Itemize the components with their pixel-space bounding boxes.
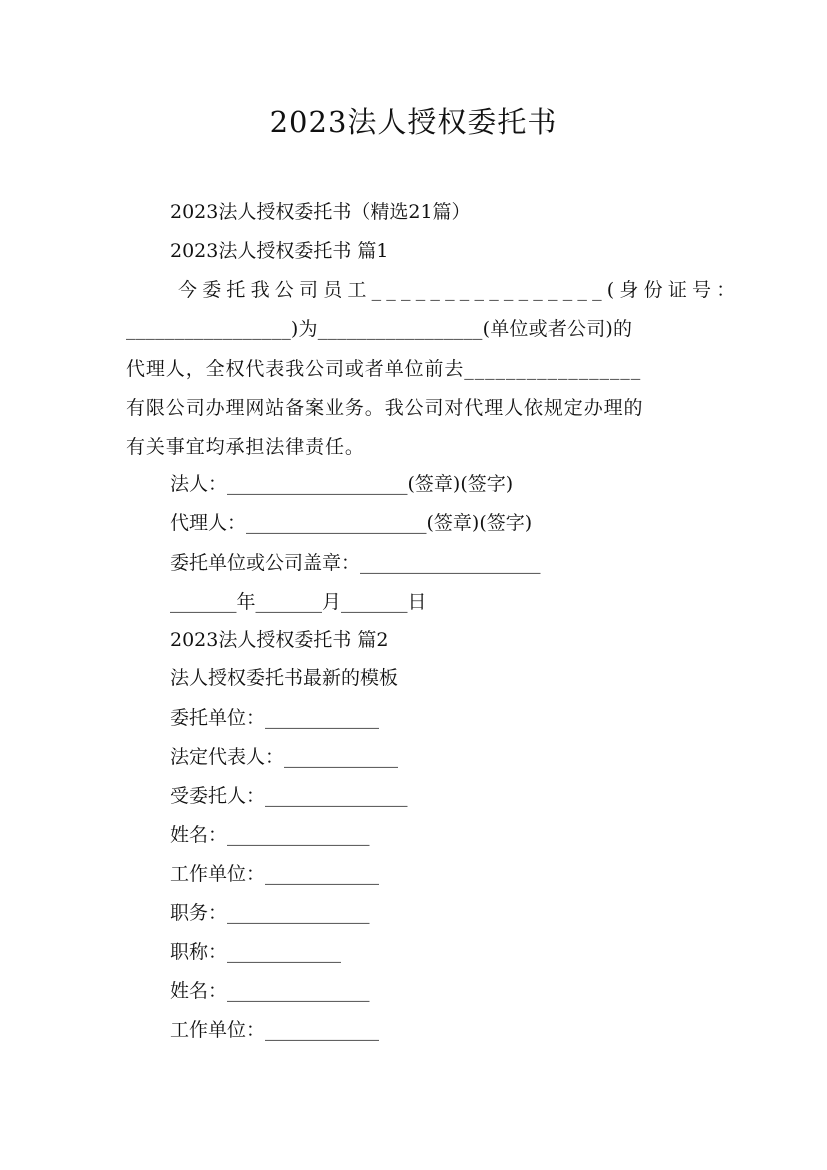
field-work-unit-2: 工作单位：____________ [170, 1019, 380, 1041]
legal-person-line: 法人：___________________(签章)(签字) [170, 473, 514, 495]
paragraph-1-line-2: _________________)为_________________(单位或者公司)的 [126, 318, 633, 340]
agent-line: 代理人：___________________(签章)(签字) [170, 512, 533, 534]
section-1-heading: 2023法人授权委托书 篇1 [170, 240, 389, 262]
paragraph-1-line-3: 代理人，全权代表我公司或者单位前去_________________ [126, 358, 642, 380]
document-subtitle: 2023法人授权委托书（精选21篇） [170, 201, 471, 223]
paragraph-1-line-5: 有关事宜均承担法律责任。 [126, 436, 365, 458]
template-title: 法人授权委托书最新的模板 [170, 667, 399, 689]
paragraph-1-line-4: 有限公司办理网站备案业务。我公司对代理人依规定办理的 [126, 397, 644, 419]
field-legal-representative: 法定代表人：____________ [170, 746, 399, 768]
field-name-2: 姓名：_______________ [170, 980, 370, 1002]
field-name: 姓名：_______________ [170, 824, 370, 846]
document-title: 2023法人授权委托书 [269, 105, 558, 139]
field-position: 职务：_______________ [170, 902, 370, 924]
seal-line: 委托单位或公司盖章：___________________ [170, 552, 541, 574]
paragraph-1-line-1: 今委托我公司员工________________(身份证号： [178, 279, 741, 301]
field-trustee: 受委托人：_______________ [170, 785, 408, 807]
date-line: _______年_______月_______日 [170, 591, 427, 613]
section-2-heading: 2023法人授权委托书 篇2 [170, 629, 389, 651]
field-work-unit: 工作单位：____________ [170, 863, 380, 885]
field-title: 职称：____________ [170, 941, 342, 963]
field-entrusting-unit: 委托单位：____________ [170, 707, 380, 729]
